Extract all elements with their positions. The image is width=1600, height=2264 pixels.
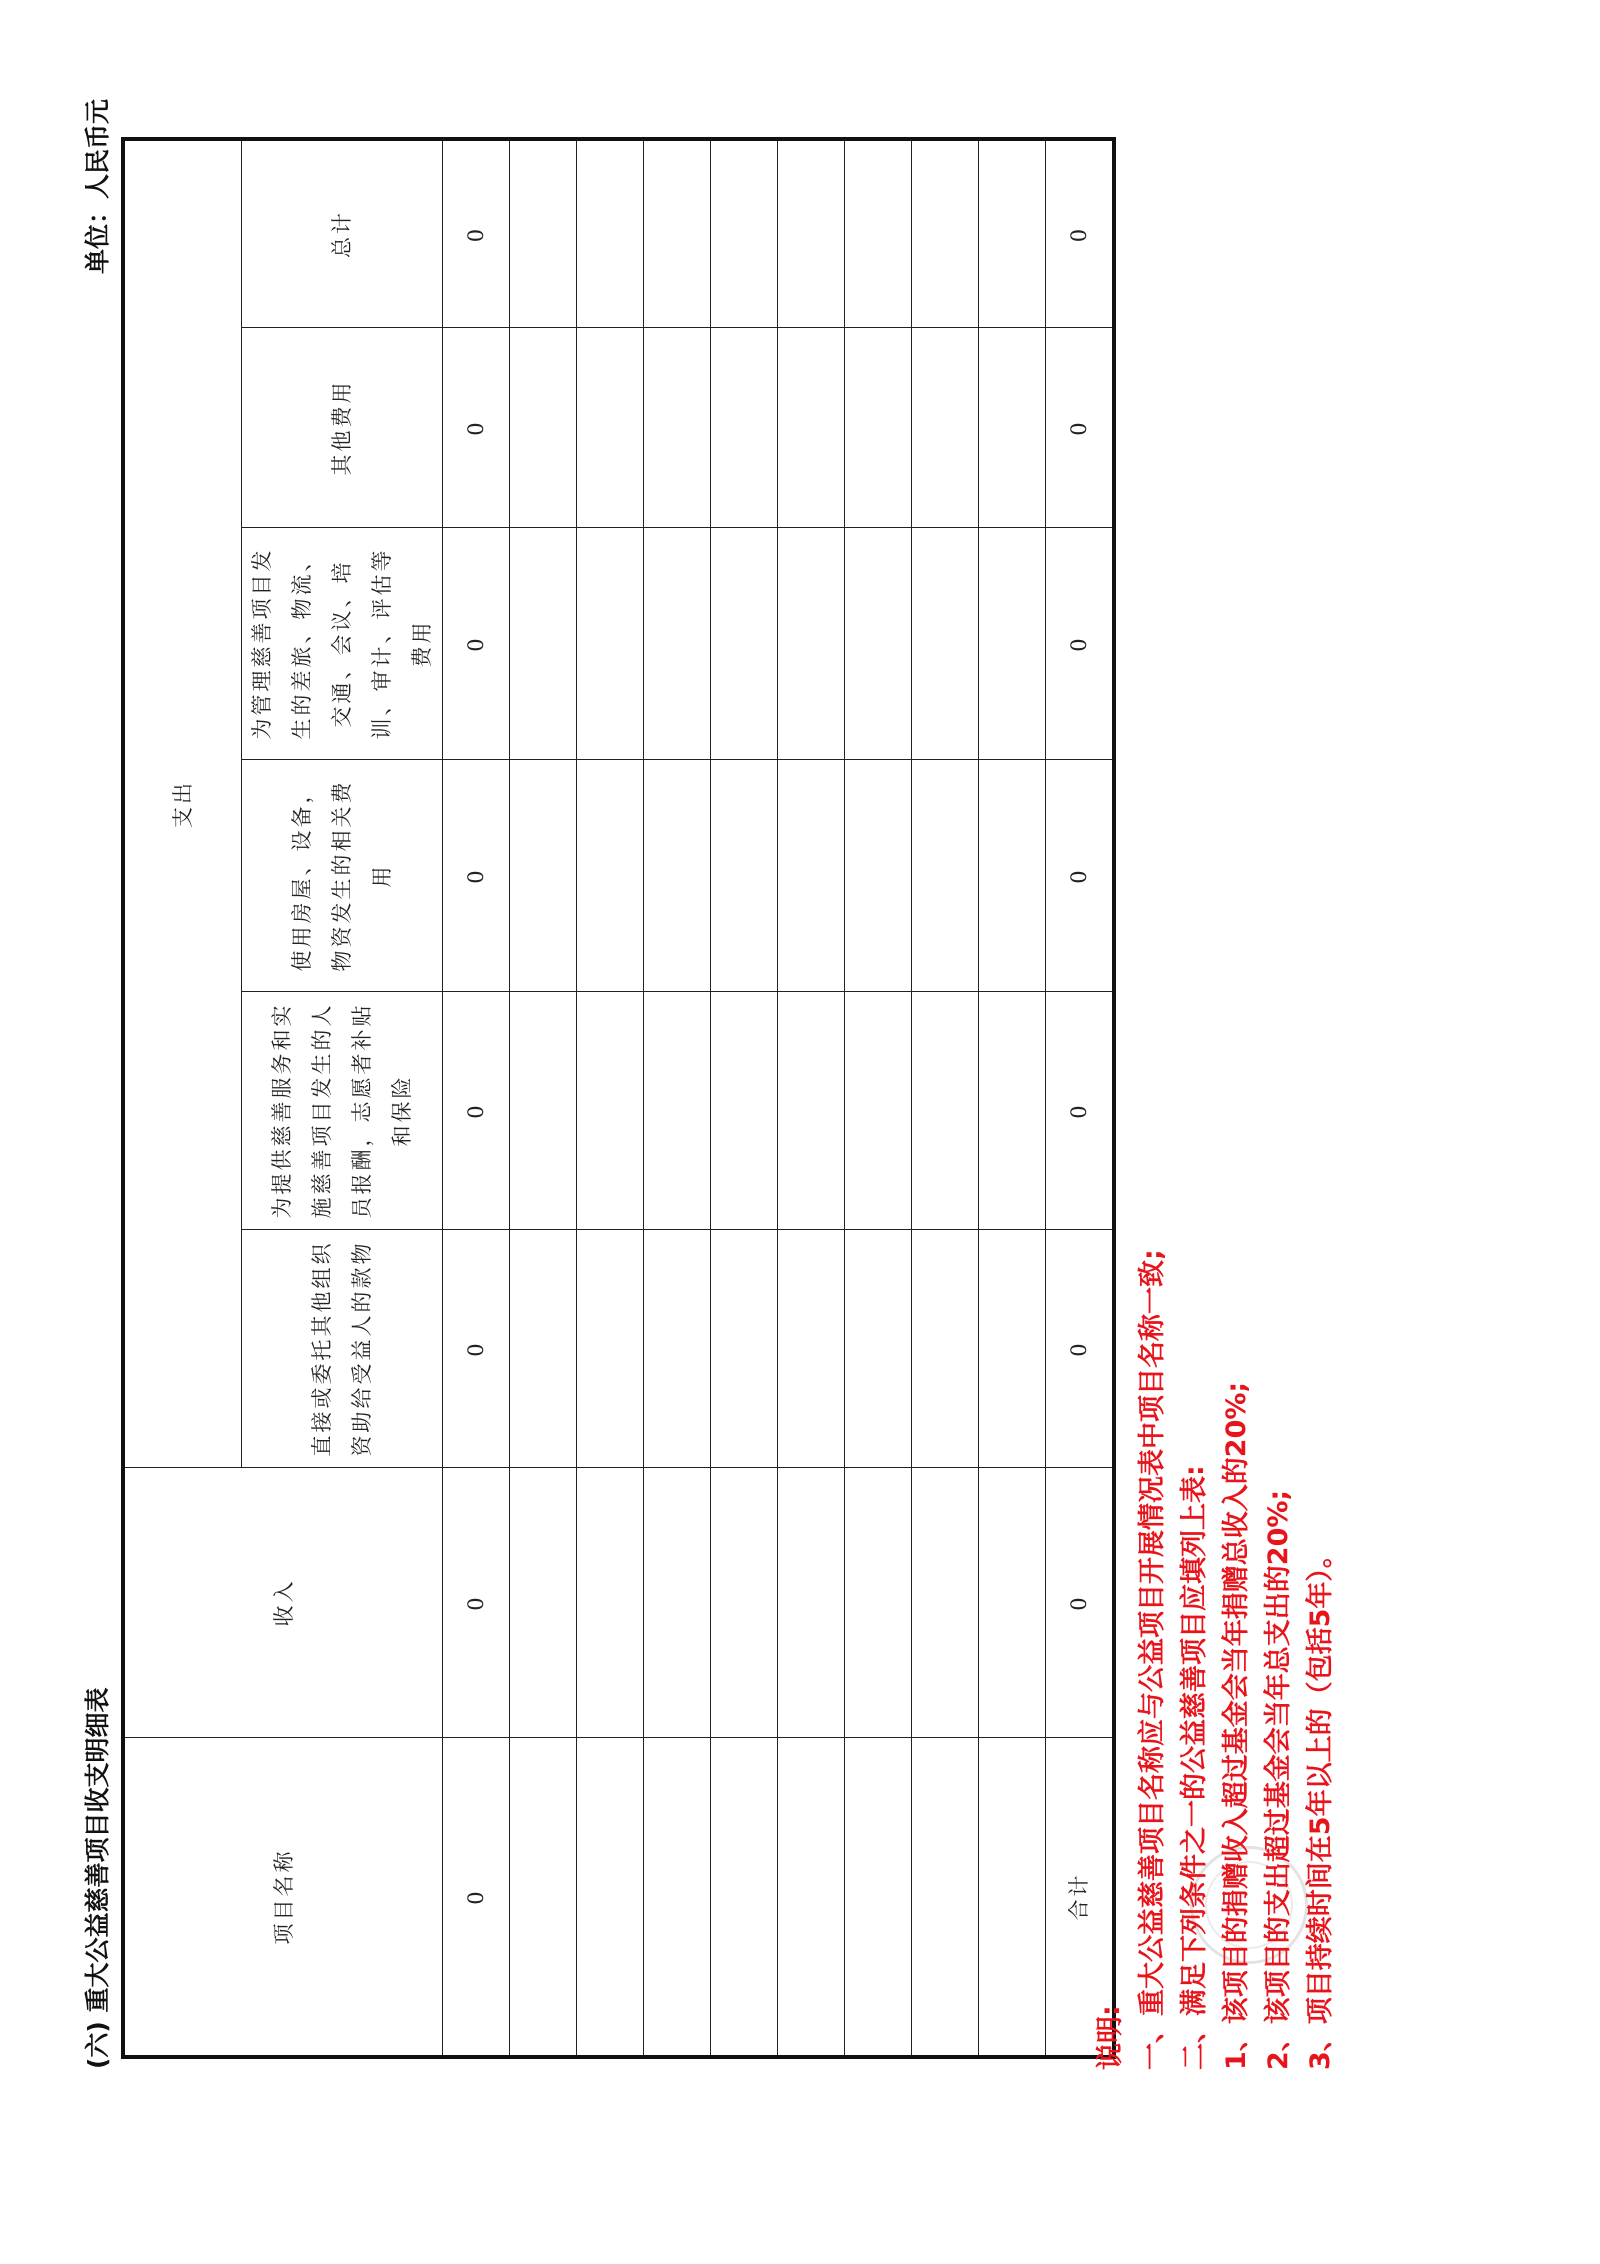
cell-staff-pay bbox=[711, 992, 778, 1230]
cell-income bbox=[711, 1468, 778, 1738]
header-admin-cost: 为管理慈善项目发生的差旅、物流、交通、会议、培训、审计、评估等费用 bbox=[242, 528, 443, 760]
cell-staff-pay bbox=[510, 992, 577, 1230]
cell-admin-cost: 0 bbox=[443, 528, 510, 760]
cell-income bbox=[912, 1468, 979, 1738]
cell-facility-cost bbox=[845, 760, 912, 992]
header-direct-aid: 直接或委托其他组织资助给受益人的款物 bbox=[242, 1230, 443, 1468]
cell-total bbox=[577, 141, 644, 328]
cell-income bbox=[577, 1468, 644, 1738]
cell-direct-aid bbox=[979, 1230, 1046, 1468]
cell-facility-cost bbox=[979, 760, 1046, 992]
header-other-cost: 其他费用 bbox=[242, 328, 443, 528]
table-row bbox=[644, 141, 711, 2056]
cell-project-name bbox=[979, 1738, 1046, 2056]
note-item: 二、满足下列条件之一的公益慈善项目应填列上表: bbox=[1179, 1465, 1210, 2070]
cell-staff-pay bbox=[644, 992, 711, 1230]
cell-admin-cost bbox=[912, 528, 979, 760]
table-row bbox=[778, 141, 845, 2056]
cell-admin-cost bbox=[577, 528, 644, 760]
note-item: 一、重大公益慈善项目名称应与公益项目开展情况表中项目名称一致; bbox=[1137, 1249, 1168, 2070]
cell-income bbox=[644, 1468, 711, 1738]
cell-income bbox=[979, 1468, 1046, 1738]
header-total: 总计 bbox=[242, 141, 443, 328]
cell-direct-aid: 0 bbox=[1046, 1230, 1113, 1468]
cell-other-cost bbox=[577, 328, 644, 528]
cell-project-name bbox=[644, 1738, 711, 2056]
cell-other-cost bbox=[510, 328, 577, 528]
cell-total bbox=[778, 141, 845, 328]
cell-income bbox=[510, 1468, 577, 1738]
cell-direct-aid bbox=[778, 1230, 845, 1468]
cell-other-cost: 0 bbox=[443, 328, 510, 528]
table-row bbox=[577, 141, 644, 2056]
cell-facility-cost bbox=[711, 760, 778, 992]
cell-income bbox=[778, 1468, 845, 1738]
cell-facility-cost bbox=[912, 760, 979, 992]
cell-other-cost bbox=[644, 328, 711, 528]
cell-income: 0 bbox=[1046, 1468, 1113, 1738]
note-item: 2、该项目的支出超过基金会当年总支出的20%; bbox=[1263, 1489, 1294, 2070]
cell-staff-pay bbox=[912, 992, 979, 1230]
cell-facility-cost bbox=[644, 760, 711, 992]
cell-project-name: 0 bbox=[443, 1738, 510, 2056]
notes-heading: 说明: bbox=[1095, 2005, 1126, 2070]
cell-facility-cost: 0 bbox=[1046, 760, 1113, 992]
table-row bbox=[443, 141, 510, 2056]
cell-admin-cost bbox=[644, 528, 711, 760]
table-body bbox=[443, 141, 1113, 2056]
table-row bbox=[510, 141, 577, 2056]
table-row bbox=[979, 141, 1046, 2056]
cell-admin-cost bbox=[711, 528, 778, 760]
cell-facility-cost bbox=[510, 760, 577, 992]
cell-staff-pay bbox=[778, 992, 845, 1230]
header-project-name: 项目名称 bbox=[125, 1738, 443, 2056]
cell-admin-cost: 0 bbox=[1046, 528, 1113, 760]
header-income: 收入 bbox=[125, 1468, 443, 1738]
cell-facility-cost bbox=[778, 760, 845, 992]
cell-other-cost bbox=[778, 328, 845, 528]
cell-facility-cost: 0 bbox=[443, 760, 510, 992]
cell-other-cost bbox=[979, 328, 1046, 528]
table-row bbox=[912, 141, 979, 2056]
cell-staff-pay: 0 bbox=[443, 992, 510, 1230]
cell-income bbox=[845, 1468, 912, 1738]
cell-admin-cost bbox=[845, 528, 912, 760]
cell-total: 0 bbox=[443, 141, 510, 328]
cell-direct-aid bbox=[845, 1230, 912, 1468]
note-item: 3、项目持续时间在5年以上的（包括5年）。 bbox=[1305, 1541, 1336, 2070]
cell-project-name bbox=[711, 1738, 778, 2056]
cell-project-name bbox=[845, 1738, 912, 2056]
table-row bbox=[711, 141, 778, 2056]
cell-project-name bbox=[912, 1738, 979, 2056]
cell-other-cost: 0 bbox=[1046, 328, 1113, 528]
income-expense-table bbox=[124, 140, 1113, 2056]
cell-total bbox=[644, 141, 711, 328]
note-item: 1、该项目的捐赠收入超过基金会当年捐赠总收入的20%; bbox=[1221, 1381, 1252, 2070]
cell-project-name bbox=[577, 1738, 644, 2056]
cell-admin-cost bbox=[778, 528, 845, 760]
cell-project-name bbox=[778, 1738, 845, 2056]
notes-block bbox=[1090, 1249, 1342, 2070]
header-facility-cost: 使用房屋、设备，物资发生的相关费用 bbox=[242, 760, 443, 992]
cell-staff-pay bbox=[845, 992, 912, 1230]
total-row-label: 合计 bbox=[1046, 1738, 1113, 2056]
cell-project-name bbox=[510, 1738, 577, 2056]
cell-direct-aid bbox=[711, 1230, 778, 1468]
cell-staff-pay: 0 bbox=[1046, 992, 1113, 1230]
cell-admin-cost bbox=[510, 528, 577, 760]
cell-total: 0 bbox=[1046, 141, 1113, 328]
cell-total bbox=[510, 141, 577, 328]
cell-facility-cost bbox=[577, 760, 644, 992]
cell-direct-aid bbox=[912, 1230, 979, 1468]
cell-admin-cost bbox=[979, 528, 1046, 760]
cell-direct-aid bbox=[510, 1230, 577, 1468]
cell-total bbox=[711, 141, 778, 328]
cell-staff-pay bbox=[979, 992, 1046, 1230]
cell-staff-pay bbox=[577, 992, 644, 1230]
cell-direct-aid: 0 bbox=[443, 1230, 510, 1468]
header-expense-group: 支出 bbox=[125, 141, 242, 1468]
cell-other-cost bbox=[912, 328, 979, 528]
cell-other-cost bbox=[711, 328, 778, 528]
unit-label: 单位：人民币元 bbox=[83, 98, 112, 274]
cell-income: 0 bbox=[443, 1468, 510, 1738]
page-title: (六) 重大公益慈善项目收支明细表 bbox=[83, 1687, 112, 2069]
cell-direct-aid bbox=[644, 1230, 711, 1468]
cell-other-cost bbox=[845, 328, 912, 528]
header-staff-pay: 为提供慈善服务和实施慈善项目发生的人员报酬，志愿者补贴和保险 bbox=[242, 992, 443, 1230]
cell-direct-aid bbox=[577, 1230, 644, 1468]
cell-total bbox=[912, 141, 979, 328]
table-row bbox=[845, 141, 912, 2056]
cell-total bbox=[845, 141, 912, 328]
cell-total bbox=[979, 141, 1046, 328]
